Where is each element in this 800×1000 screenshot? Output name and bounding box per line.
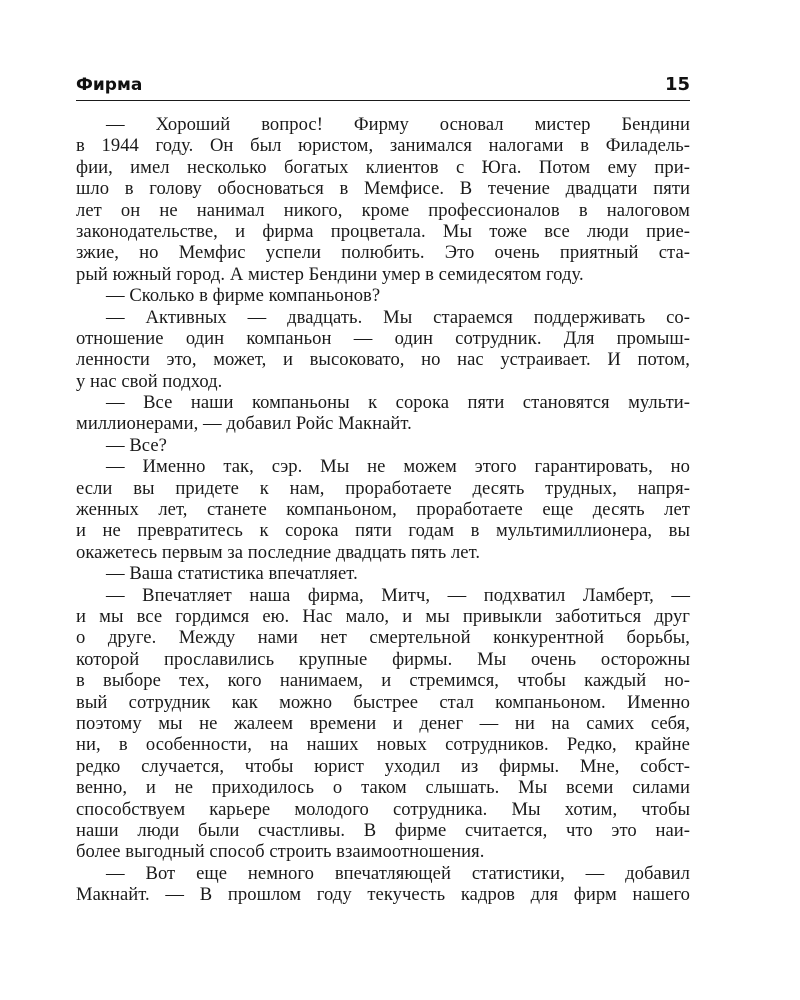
text-line: ни, в особенности, на наших новых сотрудников. Редко, крайне	[76, 734, 690, 756]
text-line: — Все?	[106, 434, 167, 456]
text-line: если вы придете к нам, проработаете десять трудных, напря-	[76, 477, 690, 499]
text-line: зжие, но Мемфис успели полюбить. Это очень приятный ста-	[76, 242, 690, 264]
text-line: окажетесь первым за последние двадцать пять лет.	[76, 541, 481, 563]
text-line: — Вот еще немного впечатляющей статистики, — добавил	[106, 862, 690, 884]
text-line: законодательстве, и фирма процветала. Мы тоже все люди прие-	[76, 220, 690, 242]
text-line: миллионерами, — добавил Ройс Макнайт.	[76, 413, 412, 435]
text-line: и не превратитесь к сорока пяти годам в мультимиллионера, вы	[76, 520, 690, 542]
text-line: способствуем карьере молодого сотрудника. Мы хотим, чтобы	[76, 798, 690, 820]
text-line: в выборе тех, кого нанимаем, и стремимся, чтобы каждый но-	[76, 670, 690, 692]
text-line: редко случается, чтобы юрист уходил из фирмы. Мне, собст-	[76, 755, 690, 777]
text-line: — Впечатляет наша фирма, Митч, — подхватил Ламберт, —	[106, 584, 690, 606]
text-line: — Активных — двадцать. Мы стараемся поддерживать со-	[106, 306, 690, 328]
text-line: наши люди были счастливы. В фирме считается, что это наи-	[76, 819, 690, 841]
text-line: фии, имел несколько богатых клиентов с Юга. Потом ему при-	[76, 156, 690, 178]
book-page	[76, 74, 690, 905]
text-line: вый сотрудник как можно быстрее стал компаньоном. Именно	[76, 691, 690, 713]
text-line: — Именно так, сэр. Мы не можем этого гарантировать, но	[106, 456, 690, 478]
text-line: лет он не нанимал никого, кроме профессионалов в налоговом	[76, 199, 690, 221]
text-line: отношение один компаньон — один сотрудник. Для промыш-	[76, 327, 690, 349]
text-line: — Все наши компаньоны к сорока пяти становятся мульти-	[106, 392, 690, 414]
text-line: и мы все гордимся ею. Нас мало, и мы привыкли заботиться друг	[76, 605, 690, 627]
running-title: Фирма	[76, 75, 143, 95]
text-line: шло в голову обосноваться в Мемфисе. В течение двадцати пяти	[76, 178, 690, 200]
text-line: — Хороший вопрос! Фирму основал мистер Бендини	[106, 114, 690, 135]
text-line: у нас свой подход.	[76, 370, 223, 392]
text-line: ленности это, может, и высоковато, но нас устраивает. И потом,	[76, 349, 690, 371]
text-line: которой прославились крупные фирмы. Мы очень осторожны	[76, 648, 690, 670]
text-line: — Сколько в фирме компаньонов?	[106, 285, 381, 307]
text-line: — Ваша статистика впечатляет.	[106, 563, 358, 585]
text-line: более выгодный способ строить взаимоотношения.	[76, 841, 485, 863]
text-line: женных лет, станете компаньоном, проработаете еще десять лет	[76, 499, 690, 521]
text-line: поэтому мы не жалеем времени и денег — ни на самих себя,	[76, 712, 690, 734]
body-text	[76, 114, 690, 905]
text-line: венно, и не приходилось о таком слышать. Мы всеми силами	[76, 777, 690, 799]
text-line: рый южный город. А мистер Бендини умер в семидесятом году.	[76, 263, 584, 285]
page-number: 15	[664, 74, 690, 95]
text-line: в 1944 году. Он был юристом, занимался налогами в Филадель-	[76, 135, 690, 157]
running-header	[76, 74, 690, 101]
text-line: Макнайт. — В прошлом году текучесть кадров для фирм нашего	[76, 884, 690, 906]
text-line: о друге. Между нами нет смертельной конкурентной борьбы,	[76, 627, 690, 649]
